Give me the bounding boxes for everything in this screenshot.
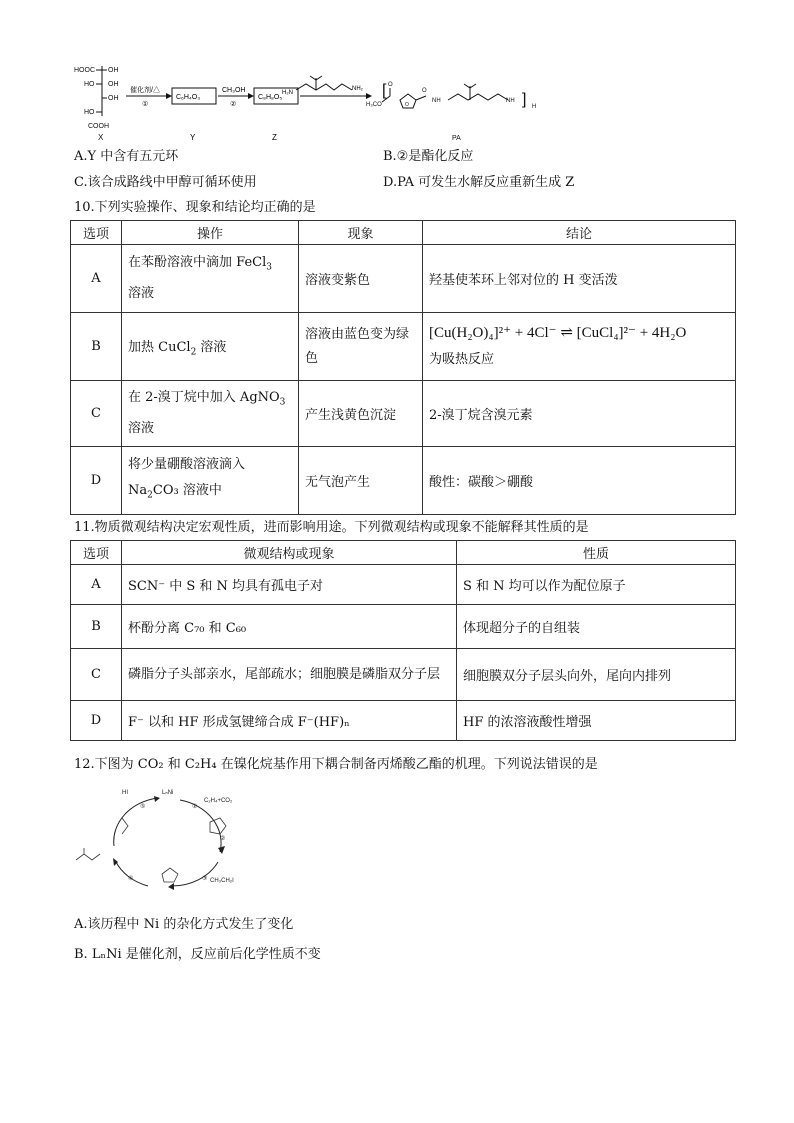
q11-header-micro: 微观结构或现象 — [122, 541, 457, 565]
q11-header-option: 选项 — [71, 541, 122, 565]
q9-reaction-scheme — [70, 56, 550, 144]
diamine-left: H₂N — [282, 90, 293, 96]
q11-row-c-option: C — [71, 649, 122, 701]
intermediate-nih — [122, 818, 128, 834]
q11-table — [70, 540, 736, 741]
diamine-chain — [296, 84, 352, 90]
q12-catalytic-cycle — [70, 782, 250, 902]
q11-row-c — [71, 649, 736, 701]
box-y-formula: C₆H₄O₃ — [176, 94, 201, 101]
cycle-input-right: CH₃CH₂I — [210, 878, 234, 884]
pa-amide-o: O — [422, 88, 427, 94]
x-group-ho-2: HO — [84, 109, 95, 116]
q11-row-a-option: A — [71, 565, 122, 605]
q10-header-conclusion: 结论 — [423, 221, 736, 245]
cycle-step-2: ② — [220, 836, 226, 842]
q12-stem: 12.下图为 CO₂ 和 C₂H₄ 在镍化烷基作用下耦合制备丙烯酸乙酯的机理。下列说法错误的是 — [74, 757, 598, 772]
cycle-arrowhead-4 — [154, 796, 160, 802]
q11-stem: 11.物质微观结构决定宏观性质，进而影响用途。下列微观结构或现象不能解释其性质的是 — [74, 520, 589, 535]
pa-bracket-left: [ — [382, 82, 387, 99]
q11-row-d-property: HF 的浓溶液酸性增强 — [457, 701, 736, 741]
x-group-oh-3: OH — [108, 81, 119, 88]
q10-header-phenomenon: 现象 — [299, 221, 423, 245]
q10-row-d-option: D — [71, 447, 122, 515]
q11-row-a — [71, 565, 736, 605]
cycle-step-1: ① — [192, 804, 198, 810]
q9-option-a: A.Y 中含有五元环 — [74, 149, 179, 164]
compound-x-structure — [74, 66, 119, 142]
label-z: Z — [272, 133, 277, 142]
product-ethyl-acrylate — [76, 848, 100, 860]
q10-row-a — [71, 245, 736, 313]
q10-header-row — [71, 221, 736, 245]
pa-end-h: H — [532, 104, 537, 110]
intermediate-ring-2 — [162, 868, 178, 882]
cycle-step-5: ⑤ — [140, 804, 146, 810]
arrow2-condition: CH₃OH — [222, 87, 246, 94]
arrow1-condition: 催化剂/△ — [130, 87, 160, 94]
q11-row-b-option: B — [71, 605, 122, 649]
svg-text:O: O — [405, 102, 409, 108]
q11-row-c-property: 细胞膜双分子层头向外，尾向内排列 — [457, 649, 736, 701]
q11-header-row — [71, 541, 736, 565]
q10-row-d-phenomenon: 无气泡产生 — [299, 447, 423, 515]
pa-bracket-right: ] — [522, 91, 527, 108]
q11-row-b-micro: 杯酚分离 C₇₀ 和 C₆₀ — [122, 605, 457, 649]
x-group-cooh: COOH — [88, 123, 109, 130]
diamine-right: NH₂ — [352, 86, 363, 92]
q10-row-b — [71, 313, 736, 381]
q11-row-b — [71, 605, 736, 649]
q10-row-b-conclusion: [Cu(H₂O)₄]²⁺ + 4Cl⁻ ⇌ [CuCl₄]²⁻ + 4H₂O 为吸热反应 — [423, 313, 736, 381]
pa-nh-1: NH — [432, 98, 441, 104]
intermediate-ring-1 — [210, 818, 226, 834]
q12-option-a: A.该历程中 Ni 的杂化方式发生了变化 — [74, 917, 294, 932]
compound-pa-structure — [366, 82, 536, 142]
q10-row-a-conclusion: 羟基使苯环上邻对位的 H 变活泼 — [423, 245, 736, 313]
cycle-top-catalyst: LₙNi — [162, 790, 174, 796]
q9-option-d: D.PA 可发生水解反应重新生成 Z — [383, 175, 575, 190]
pa-methoxy: H₃CO — [366, 102, 382, 108]
q10-row-b-equation: [Cu(H₂O)₄]²⁺ + 4Cl⁻ ⇌ [CuCl₄]²⁻ + 4H₂O — [429, 325, 687, 341]
q10-row-c — [71, 381, 736, 447]
q10-header-option: 选项 — [71, 221, 122, 245]
q11-row-d — [71, 701, 736, 741]
pa-nh-2: NH — [506, 98, 515, 104]
q10-row-b-phenomenon: 溶液由蓝色变为绿色 — [299, 313, 423, 381]
pa-chain — [448, 94, 508, 100]
q10-row-c-conclusion: 2-溴丁烷含溴元素 — [423, 381, 736, 447]
q11-row-d-option: D — [71, 701, 122, 741]
arrow1-number: ① — [142, 101, 149, 108]
q11-row-c-micro: 磷脂分子头部亲水，尾部疏水；细胞膜是磷脂双分子层 — [122, 649, 457, 701]
cycle-step-4: ④ — [128, 876, 134, 882]
cycle-arrowhead-1 — [218, 846, 225, 854]
x-group-hooc: HOOC — [74, 67, 95, 74]
cycle-arrowhead-2 — [168, 883, 174, 890]
x-group-oh-2: OH — [108, 95, 119, 102]
q9-option-b: B.②是酯化反应 — [383, 149, 474, 164]
q10-row-a-operation: 在苯酚溶液中滴加 FeCl$_3$ 溶液 — [122, 245, 299, 313]
cycle-arc-4 — [114, 798, 158, 846]
q11-row-b-property: 体现超分子的自组装 — [457, 605, 736, 649]
q10-row-a-phenomenon: 溶液变紫色 — [299, 245, 423, 313]
box-z-formula: C₈H₈O₅ — [258, 94, 283, 101]
q10-row-d-conclusion: 酸性：碳酸＞硼酸 — [423, 447, 736, 515]
q10-row-d-operation: 将少量硼酸溶液滴入 $Na_2CO_3$ 溶液中 — [122, 447, 299, 515]
q10-row-c-operation: 在 2-溴丁烷中加入 AgNO$_3$ 溶液 — [122, 381, 299, 447]
x-group-ho-1: HO — [84, 81, 95, 88]
arrow2-number: ② — [230, 101, 237, 108]
q9-option-c: C.该合成路线中甲醇可循环使用 — [74, 175, 257, 190]
x-group-oh-1: OH — [108, 67, 119, 74]
q10-row-c-phenomenon: 产生浅黄色沉淀 — [299, 381, 423, 447]
q10-row-c-option: C — [71, 381, 122, 447]
q10-row-b-option: B — [71, 313, 122, 381]
pa-carbonyl-o: O — [388, 82, 393, 88]
q10-header-operation: 操作 — [122, 221, 299, 245]
q10-table — [70, 220, 736, 515]
q12-option-b: B. LₙNi 是催化剂，反应前后化学性质不变 — [74, 947, 321, 962]
q11-header-property: 性质 — [457, 541, 736, 565]
cycle-input-top: C₂H₄+CO₂ — [204, 798, 233, 804]
label-pa: PA — [452, 135, 461, 142]
q10-row-b-operation: 加热 CuCl$_2$ 溶液 — [122, 313, 299, 381]
cycle-step-3: ③ — [202, 876, 208, 882]
q10-row-d — [71, 447, 736, 515]
cycle-input-left: HI — [122, 790, 128, 796]
cycle-arc-3 — [116, 862, 148, 886]
q11-row-d-micro: F⁻ 以和 HF 形成氢键缔合成 F⁻(HF)ₙ — [122, 701, 457, 741]
q10-row-a-option: A — [71, 245, 122, 313]
q11-row-a-property: S 和 N 均可以作为配位原子 — [457, 565, 736, 605]
label-x: X — [98, 133, 104, 142]
cycle-arc-1 — [180, 800, 221, 852]
q10-stem: 10.下列实验操作、现象和结论均正确的是 — [74, 200, 316, 215]
q11-row-a-micro: SCN⁻ 中 S 和 N 均具有孤电子对 — [122, 565, 457, 605]
label-y: Y — [190, 133, 196, 142]
